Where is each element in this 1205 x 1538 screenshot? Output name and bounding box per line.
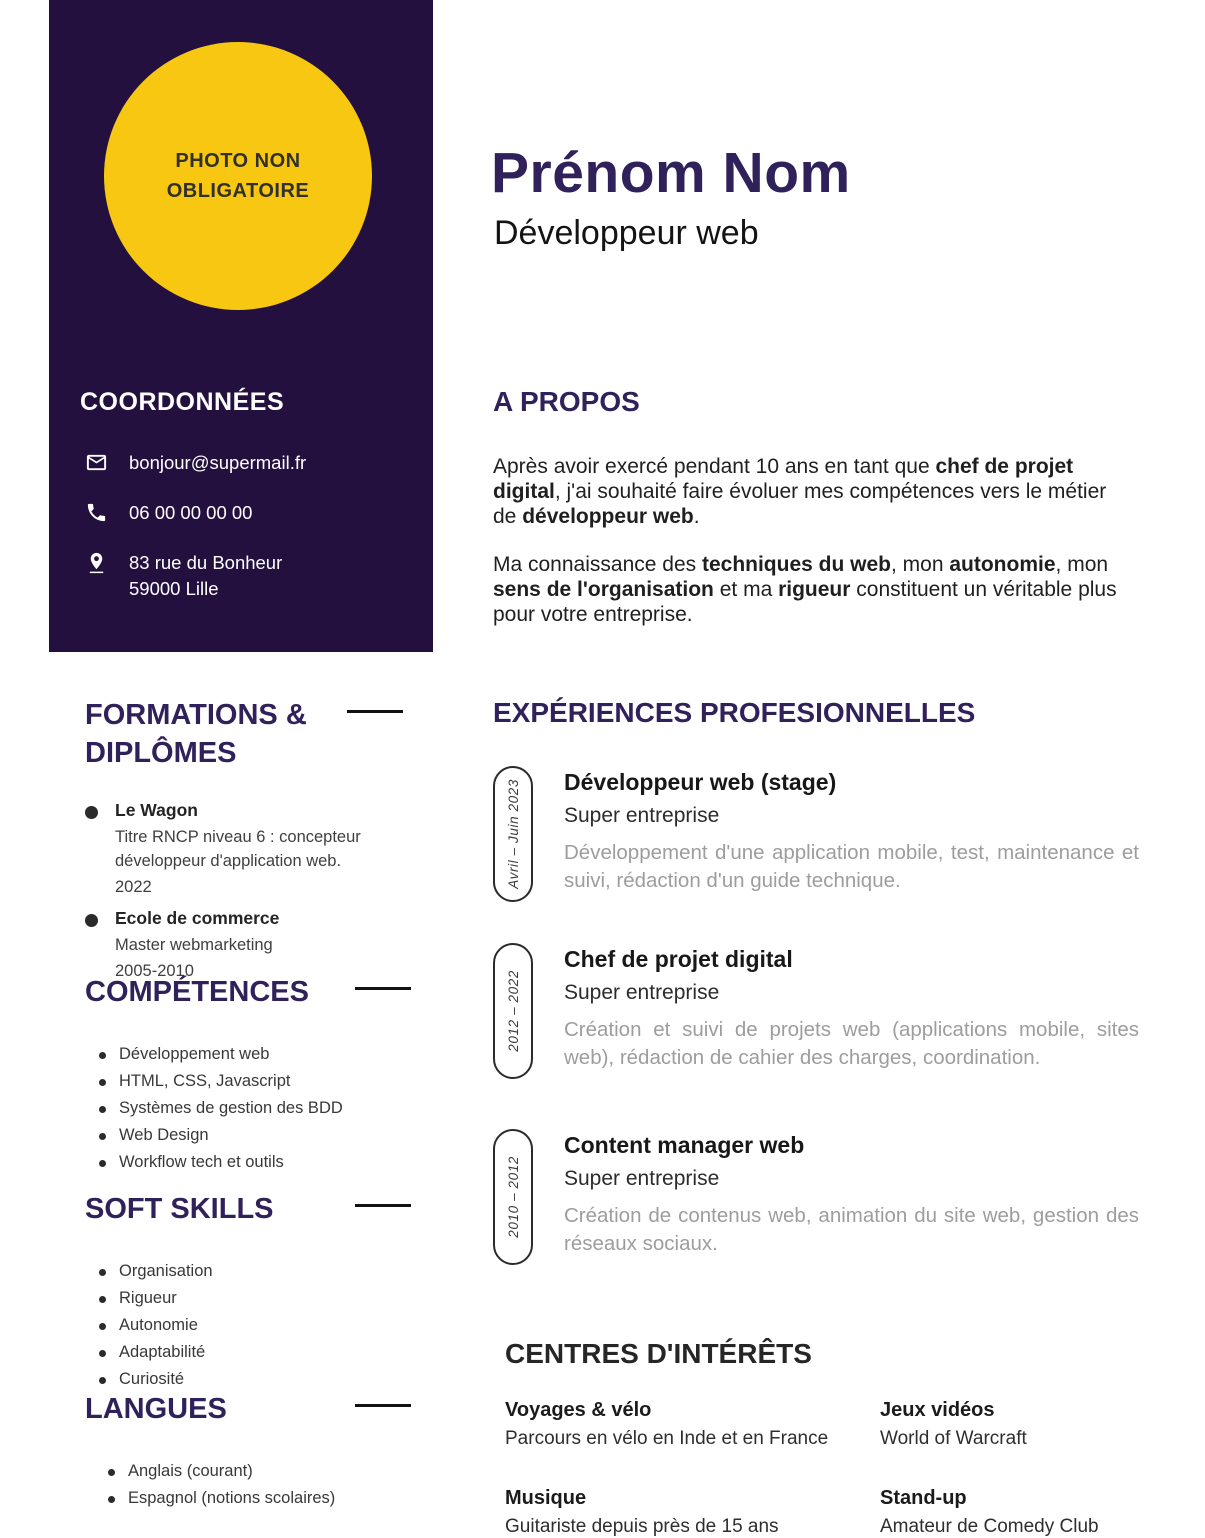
- heading-rule: [347, 710, 403, 713]
- heading-rule: [355, 987, 411, 990]
- experience-period: Avril – Juin 2023: [505, 779, 521, 889]
- section-a-propos: [493, 386, 1121, 652]
- bullet-dot: [85, 914, 98, 927]
- experience-period-capsule: [493, 1129, 533, 1265]
- interest-item: [505, 1487, 880, 1538]
- experience-company: Super entreprise: [564, 804, 720, 827]
- experience-period-capsule: [493, 943, 533, 1079]
- experience-title: Content manager web: [564, 1132, 805, 1158]
- experience-item: [493, 943, 1139, 1079]
- competences-list: [85, 1044, 420, 1174]
- soft-skills-title: SOFT SKILLS: [85, 1190, 420, 1228]
- heading-rule: [355, 1204, 411, 1207]
- section-langues: [85, 1390, 420, 1515]
- photo-placeholder-text: PHOTO NON OBLIGATOIRE: [166, 150, 310, 202]
- interest-description: Amateur de Comedy Club: [880, 1516, 1099, 1537]
- list-item: Développement web: [98, 1044, 420, 1066]
- list-item: Anglais (courant): [107, 1461, 420, 1483]
- list-item: Adaptabilité: [98, 1342, 420, 1364]
- map-pin-icon: [85, 551, 108, 574]
- formation-description: Master webmarketing: [115, 936, 273, 955]
- list-item: Espagnol (notions scolaires): [107, 1488, 420, 1510]
- interest-label: Jeux vidéos: [880, 1399, 995, 1421]
- experience-period: 2012 – 2022: [505, 970, 521, 1052]
- photo-placeholder: [104, 42, 372, 310]
- formation-name: Le Wagon: [115, 799, 198, 820]
- contact-address-line1: 83 rue du Bonheur: [129, 552, 283, 573]
- soft-skills-list: [85, 1261, 420, 1391]
- heading-rule: [355, 1404, 411, 1407]
- list-item: HTML, CSS, Javascript: [98, 1071, 420, 1093]
- interest-description: World of Warcraft: [880, 1428, 1027, 1449]
- formation-year: 2022: [115, 878, 152, 897]
- interets-grid: [505, 1399, 1195, 1538]
- interest-description: Parcours en vélo en Inde et en France: [505, 1428, 829, 1449]
- experiences-title: EXPÉRIENCES PROFESIONNELLES: [493, 697, 976, 728]
- list-item: Rigueur: [98, 1288, 420, 1310]
- interest-item: [505, 1399, 880, 1450]
- formation-name: Ecole de commerce: [115, 908, 280, 929]
- section-soft-skills: [85, 1190, 420, 1396]
- contact-phone-row: [85, 500, 252, 526]
- contact-address-text: [129, 550, 282, 602]
- section-competences: [85, 973, 420, 1179]
- list-item: Web Design: [98, 1125, 420, 1147]
- formation-entry: [85, 908, 420, 983]
- interest-label: Stand-up: [880, 1487, 967, 1509]
- contact-phone-text: 06 00 00 00 00: [129, 502, 253, 523]
- phone-icon: [85, 501, 108, 524]
- bullet-dot: [85, 806, 98, 819]
- contact-email-text: bonjour@supermail.fr: [129, 452, 307, 473]
- list-item: Curiosité: [98, 1369, 420, 1391]
- interest-description: Guitariste depuis près de 15 ans: [505, 1516, 779, 1537]
- contact-email-row: [85, 450, 306, 476]
- formation-description: Titre RNCP niveau 6 : concepteur développeur d'application web.: [115, 827, 361, 871]
- experiences-list: [493, 766, 1139, 1265]
- section-interets: [505, 1338, 1195, 1538]
- langues-list: [85, 1461, 420, 1510]
- experience-item: [493, 1129, 1139, 1265]
- interest-item: [880, 1487, 1195, 1538]
- list-item: Autonomie: [98, 1315, 420, 1337]
- list-item: Workflow tech et outils: [98, 1152, 420, 1174]
- experience-company: Super entreprise: [564, 1167, 720, 1190]
- interest-label: Voyages & vélo: [505, 1399, 652, 1421]
- langues-title: LANGUES: [85, 1390, 420, 1428]
- list-item: Systèmes de gestion des BDD: [98, 1098, 420, 1120]
- coordonnees-title: COORDONNÉES: [80, 388, 285, 416]
- a-propos-paragraph: Ma connaissance des techniques du web, mon autonomie, mon sens de l'organisation et ma rigueur constituent un véritable plus pour votre entreprise.: [493, 553, 1117, 626]
- a-propos-paragraph: Après avoir exercé pendant 10 ans en tant que chef de projet digital, j'ai souhaité faire évoluer mes compétences vers le métier de développeur web.: [493, 455, 1107, 528]
- experience-description: Création et suivi de projets web (applications mobile, sites web), rédaction de cahier des charges, coordination.: [564, 1018, 1139, 1070]
- experience-period-capsule: [493, 766, 533, 902]
- interets-title: CENTRES D'INTÉRÊTS: [505, 1338, 812, 1369]
- experience-company: Super entreprise: [564, 981, 720, 1004]
- section-experiences: [493, 697, 1139, 1306]
- experience-description: Développement d'une application mobile, test, maintenance et suivi, rédaction d'un guide technique.: [564, 841, 1139, 893]
- experience-description: Création de contenus web, animation du site web, gestion des réseaux sociaux.: [564, 1204, 1139, 1256]
- formations-list: [85, 800, 420, 983]
- formation-year: 2005-2010: [115, 961, 194, 980]
- a-propos-title: A PROPOS: [493, 386, 640, 417]
- job-title: Développeur web: [494, 214, 759, 252]
- experience-period: 2010 – 2012: [505, 1156, 521, 1238]
- experience-title: Développeur web (stage): [564, 769, 837, 795]
- formations-title: FORMATIONS & DIPLÔMES: [85, 696, 420, 773]
- competences-title: COMPÉTENCES: [85, 973, 420, 1011]
- envelope-icon: [85, 451, 108, 474]
- page-title: Prénom Nom: [491, 141, 851, 205]
- contact-address-row: [85, 550, 282, 602]
- section-formations: [85, 696, 420, 992]
- formation-entry: [85, 800, 420, 900]
- interest-item: [880, 1399, 1195, 1450]
- experience-item: [493, 766, 1139, 902]
- list-item: Organisation: [98, 1261, 420, 1283]
- sidebar: [49, 0, 433, 652]
- contact-address-line2: 59000 Lille: [129, 577, 219, 599]
- experience-title: Chef de projet digital: [564, 946, 793, 972]
- interest-label: Musique: [505, 1487, 587, 1509]
